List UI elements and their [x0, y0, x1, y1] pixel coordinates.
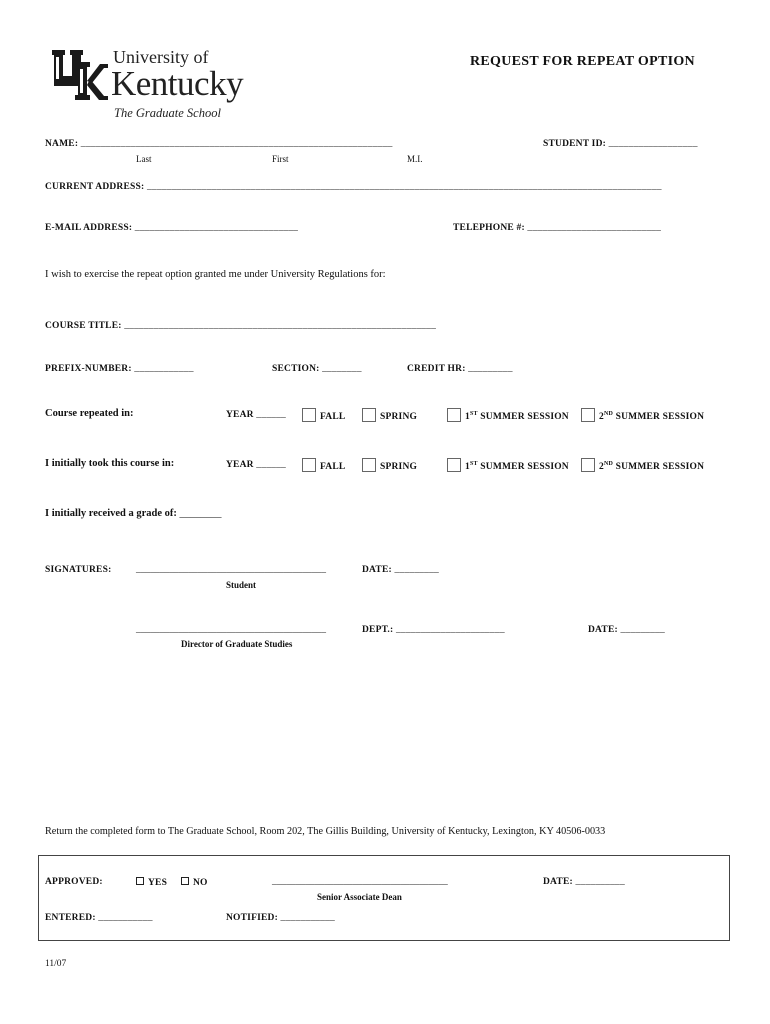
initially-took-label: I initially took this course in: [45, 458, 175, 469]
initial-fall-checkbox[interactable] [302, 458, 345, 472]
repeated-fall-checkbox[interactable] [302, 408, 345, 422]
repeated-spring-checkbox[interactable] [362, 408, 417, 422]
dean-date-line: __________ [575, 877, 625, 887]
repeated-summer2-checkbox[interactable] [581, 408, 704, 422]
email-field[interactable] [45, 223, 298, 233]
entered-line: ___________ [98, 913, 153, 923]
student-date-label: DATE: [362, 565, 392, 575]
summer2-number: 2 [599, 412, 604, 422]
director-date-field[interactable] [588, 625, 665, 635]
logo-line-graduate-school: The Graduate School [114, 106, 221, 120]
address-line: ________________________________________________________________________________________________________ [146, 182, 662, 192]
mi-caption: M.I. [407, 154, 423, 164]
summer2-number: 2 [599, 462, 604, 472]
course-title-field[interactable] [45, 321, 436, 331]
credit-hr-field[interactable] [407, 364, 513, 374]
notified-field[interactable] [226, 913, 335, 923]
name-line: _______________________________________________________________ [80, 139, 393, 149]
director-date-label: DATE: [588, 625, 618, 635]
section-line: ________ [322, 364, 362, 374]
fall-label: FALL [320, 462, 346, 472]
summer1-number: 1 [465, 462, 470, 472]
student-signature-line[interactable]: ________________________________________ [136, 565, 326, 575]
summer1-suffix: ST [469, 410, 478, 417]
prefix-number-field[interactable] [45, 364, 194, 374]
telephone-line: ___________________________ [527, 223, 662, 233]
no-label: NO [193, 878, 208, 888]
grade-label: I initially received a grade of: [45, 508, 177, 519]
fall-label: FALL [320, 412, 346, 422]
summer1-label: SUMMER SESSION [480, 462, 569, 472]
form-revision-code: 11/07 [45, 959, 67, 969]
initial-year-line: ______ [256, 460, 286, 470]
checkbox-icon [362, 458, 376, 472]
dept-line: ______________________ [395, 625, 505, 635]
entered-label: ENTERED: [45, 913, 96, 923]
dean-caption: Senior Associate Dean [317, 892, 402, 902]
initial-summer1-checkbox[interactable] [447, 458, 569, 472]
address-field[interactable] [45, 182, 662, 192]
director-caption: Director of Graduate Studies [181, 639, 293, 649]
address-label: CURRENT ADDRESS: [45, 182, 145, 192]
student-date-field[interactable] [362, 565, 439, 575]
summer2-label: SUMMER SESSION [615, 462, 705, 472]
grade-line: ________ [179, 508, 222, 519]
course-repeated-label: Course repeated in: [45, 408, 134, 419]
repeated-year-field[interactable] [226, 410, 286, 420]
first-caption: First [272, 154, 289, 164]
yes-label: YES [148, 878, 168, 888]
name-field[interactable] [45, 139, 393, 149]
spring-label: SPRING [380, 412, 418, 422]
repeated-year-line: ______ [256, 410, 286, 420]
telephone-label: TELEPHONE #: [453, 223, 525, 233]
approved-yes-checkbox[interactable] [136, 877, 167, 888]
dean-date-label: DATE: [543, 877, 573, 887]
prefix-number-line: ____________ [134, 364, 194, 374]
repeated-summer1-checkbox[interactable] [447, 408, 569, 422]
student-date-line: _________ [394, 565, 439, 575]
director-date-line: _________ [620, 625, 665, 635]
signatures-label: SIGNATURES: [45, 565, 112, 575]
checkbox-icon [302, 458, 316, 472]
uk-logo-icon [52, 50, 108, 100]
checkbox-icon [362, 408, 376, 422]
notified-line: ___________ [280, 913, 335, 923]
repeat-statement: I wish to exercise the repeat option granted me under University Regulations for: [45, 269, 386, 280]
student-id-label: STUDENT ID: [543, 139, 606, 149]
dept-field[interactable] [362, 625, 505, 635]
student-caption: Student [226, 580, 257, 590]
summer1-label: SUMMER SESSION [480, 412, 569, 422]
initial-spring-checkbox[interactable] [362, 458, 417, 472]
summer2-label: SUMMER SESSION [615, 412, 705, 422]
form-title: REQUEST FOR REPEAT OPTION [470, 54, 695, 69]
summer2-suffix: ND [603, 460, 614, 467]
summer2-suffix: ND [603, 410, 614, 417]
dean-signature-line[interactable]: _____________________________________ [272, 877, 448, 887]
course-title-label: COURSE TITLE: [45, 321, 122, 331]
checkbox-icon [181, 877, 189, 885]
summer1-number: 1 [465, 412, 470, 422]
approved-label: APPROVED: [45, 877, 103, 887]
email-line: _________________________________ [134, 223, 299, 233]
checkbox-icon [447, 458, 461, 472]
credit-hr-line: _________ [468, 364, 513, 374]
dean-date-field[interactable] [543, 877, 625, 887]
section-label: SECTION: [272, 364, 320, 374]
return-instructions: Return the completed form to The Graduate School, Room 202, The Gillis Building, University of Kentucky, Lexington, KY 40506-0033 [45, 826, 606, 837]
telephone-field[interactable] [453, 223, 661, 233]
student-id-line: __________________ [608, 139, 698, 149]
checkbox-icon [581, 458, 595, 472]
name-label: NAME: [45, 139, 79, 149]
section-field[interactable] [272, 364, 362, 374]
entered-field[interactable] [45, 913, 153, 923]
summer1-suffix: ST [469, 460, 478, 467]
checkbox-icon [447, 408, 461, 422]
initial-year-field[interactable] [226, 460, 286, 470]
email-label: E-MAIL ADDRESS: [45, 223, 133, 233]
notified-label: NOTIFIED: [226, 913, 278, 923]
checkbox-icon [136, 877, 144, 885]
last-caption: Last [136, 154, 152, 164]
initial-summer2-checkbox[interactable] [581, 458, 704, 472]
prefix-number-label: PREFIX-NUMBER: [45, 364, 132, 374]
dept-label: DEPT.: [362, 625, 394, 635]
initial-year-label: YEAR [226, 460, 254, 470]
student-id-field[interactable] [543, 139, 698, 149]
credit-hr-label: CREDIT HR: [407, 364, 466, 374]
logo-line-kentucky: Kentucky [111, 64, 244, 103]
checkbox-icon [302, 408, 316, 422]
checkbox-icon [581, 408, 595, 422]
repeated-year-label: YEAR [226, 410, 254, 420]
spring-label: SPRING [380, 462, 418, 472]
course-title-line: _______________________________________________________________ [124, 321, 437, 331]
grade-field[interactable] [45, 508, 222, 519]
director-signature-line[interactable]: ________________________________________ [136, 625, 326, 635]
logo-line-university: University of [113, 47, 209, 67]
approved-no-checkbox[interactable] [181, 877, 208, 888]
